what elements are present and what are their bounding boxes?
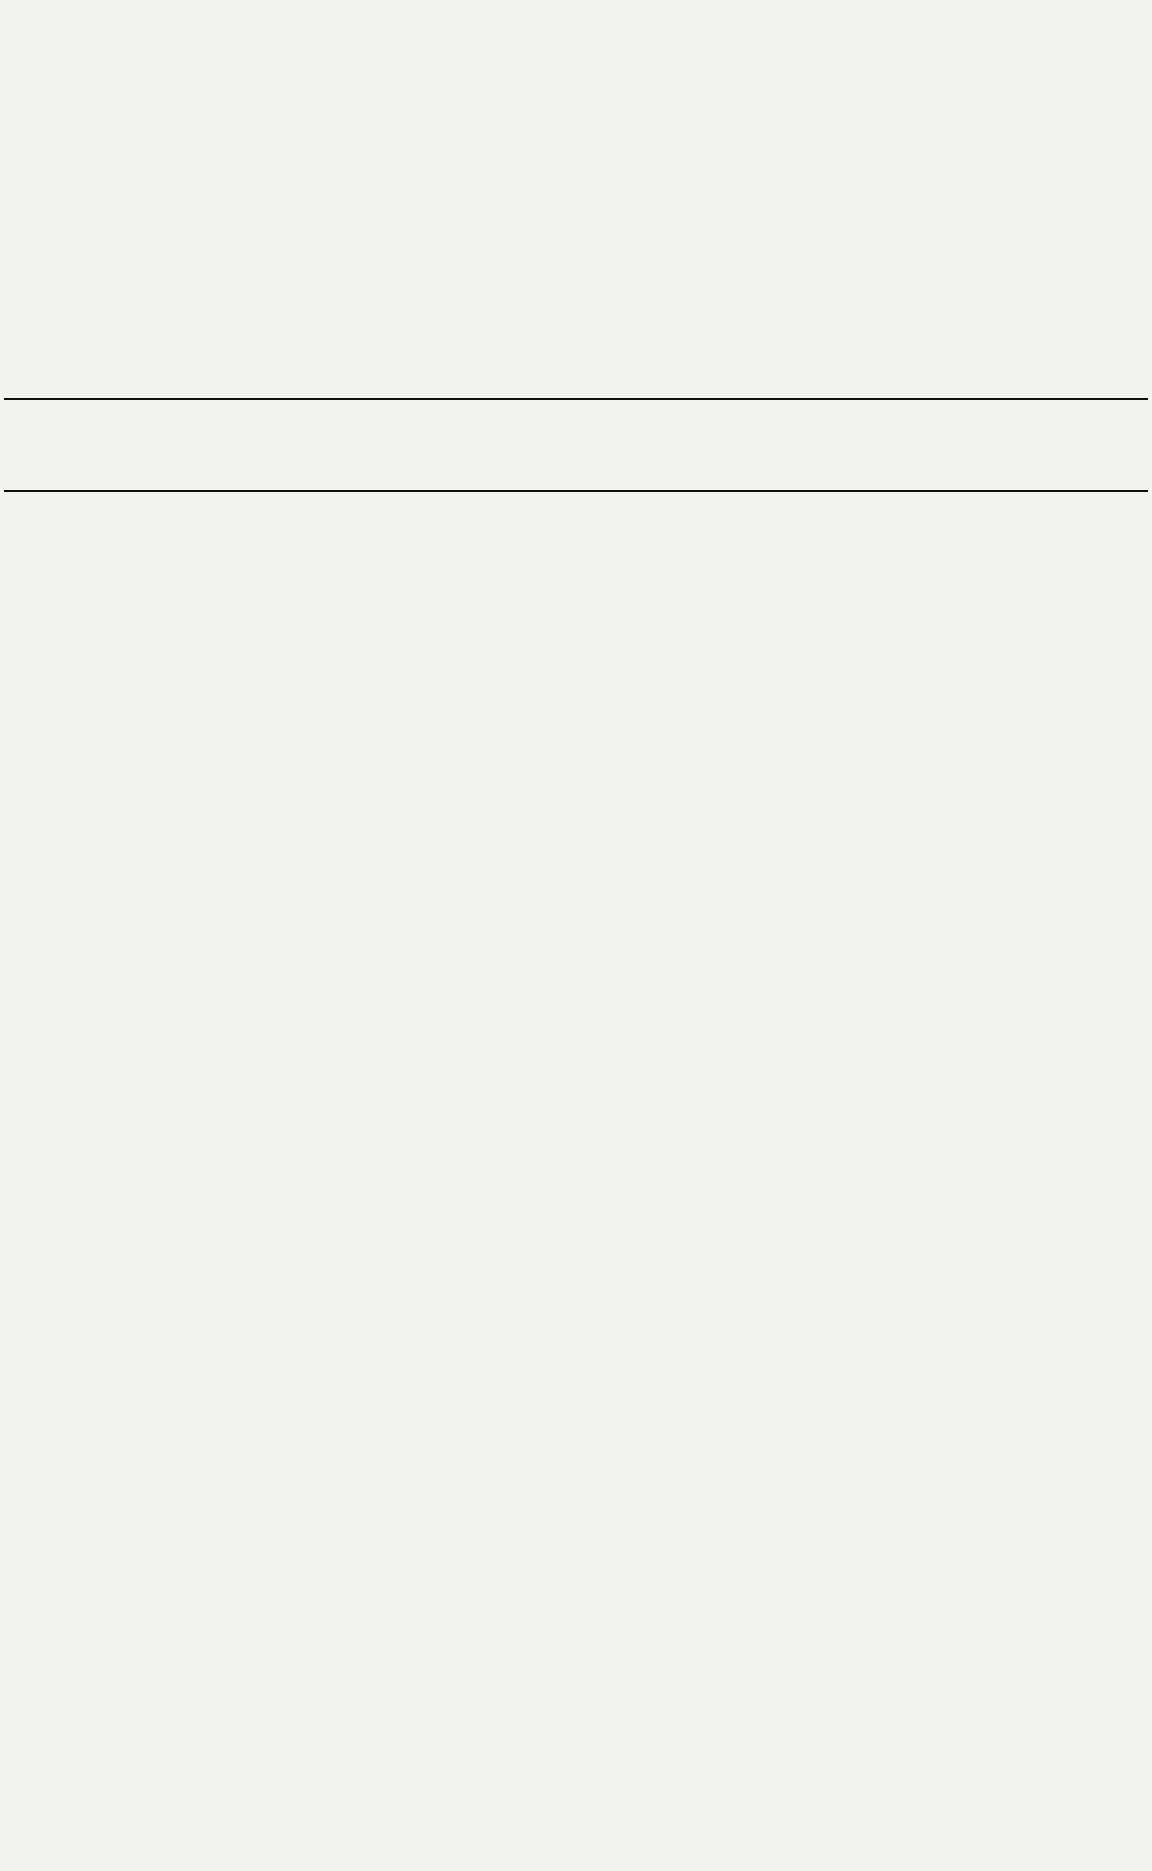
dateline [1126, 2, 1144, 13]
service-guide-section [4, 492, 1148, 1857]
help-wanted-section [4, 58, 1148, 398]
home-service-guide-banner [4, 398, 1148, 492]
